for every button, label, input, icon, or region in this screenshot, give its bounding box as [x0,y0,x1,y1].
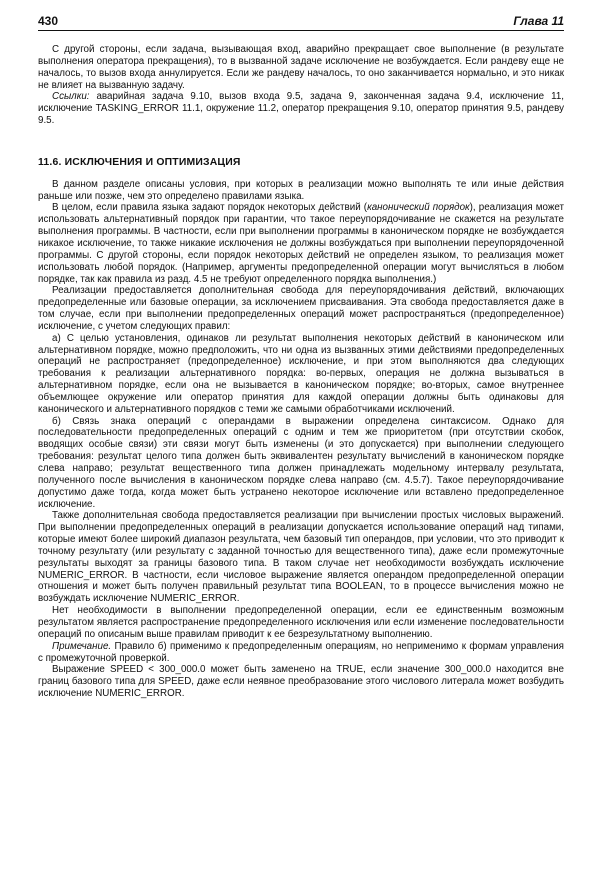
paragraph-section-intro: В данном разделе описаны условия, при которых в реализации можно выполнять те или иные действия раньше или позже, чем это определено правилами языка. [38,178,564,202]
paragraph-rule-a: а) С целью установления, одинаков ли результат выполнения некоторых действий в каноническом или альтернативном порядке, можно предположить, что ни одна из вызванных этими действиями предопределенных операций не распространяет (предопределенное) исключение, и при этом выполняются два следующих требования к реализации альтернативного порядка: во-первых, операция не должна вызываться в альтернативном порядке, если она не вызывается в каноническом порядке; во-вторых, самое внутреннее объемлющее окружение или оператор принятия для каждой операции должны быть одинаковы для канонического и альтернативного порядков с теми же самыми обработчиками исключений. [38,332,564,415]
paragraph-canonical-order [38,202,564,285]
canonical-order-term: канонический порядок [367,202,470,214]
paragraph-no-need: Нет необходимости в выполнении предопределенной операции, если ее единственным возможным результатом является распространение предопределенного исключения или если изменение последовательности операций по описаным выше правилам приводит к ее безрезультатному выполнению. [38,605,564,640]
page-header [38,14,564,31]
references-label: Ссылки: [52,91,90,103]
references-text: аварийная задача 9.10, вызов входа 9.5, задача 9, законченная задача 9.4, исключение 11, исключение TASKING_ERROR 11.1, окружение 11.2, оператор прекращения 9.10, оператор принятия 9.5, рандеву 9.5. [38,91,564,127]
paragraph-rule-b: б) Связь знака операций с операндами в выражении определена синтаксисом. Однако для последовательности предопределенных операций с одним и тем же приоритетом (при отсутствии скобок, вводящих особые связи) эти связи могут быть изменены (и это допускается) при выполнении следующего требования: результат целого типа должен быть эквивалентен результату вычислений в каноническом порядке слева направо; результат вещественного типа должен принадлежать модельному интервалу результата, полученного после вычисления в каноническом порядке слева направо (см. 4.5.7). Такое переупорядочивание допустимо даже тогда, когда может быть устранено некоторое исключение или вставлено предопределенное исключение. [38,415,564,510]
paragraph-numeric-expressions: Также дополнительная свобода предоставляется реализации при вычислении простых числовых выражений. При выполнении предопределенных операций в реализации допускается использование операций над типами, которые имеют более широкий диапазон результата, чем базовый тип операндов, при условии, что это приводит к точному результату (или результату с заданной точностью для вещественного типа), даже если промежуточные результаты выходят за границы базового типа. В таком случае нет необходимости возбуждать исключение NUMERIC_ERROR. В частности, если числовое выражение является операндом предопределенной операции отношения и может быть получен правильный результат типа BOOLEAN, то в процессе вычисления можно не возбуждать исключение NUMERIC_ERROR. [38,510,564,605]
page-body [38,44,564,700]
paragraph-abort-task: С другой стороны, если задача, вызывающая вход, аварийно прекращает свое выполнение (в результате выполнения оператора прекращения), то в вызванной задаче исключение не возбуждается. Если рандеву еще не началось, то вызов входа аннулируется. Если же рандеву началось, то оно заканчивается нормально, и это никак не влияет на вызванную задачу. [38,44,564,91]
section-heading: 11.6. ИСКЛЮЧЕНИЯ И ОПТИМИЗАЦИЯ [38,156,241,168]
note-label: Примечание. [52,640,112,652]
chapter-title: Глава 11 [513,14,564,28]
canonical-order-text-b: ), реализация может использовать альтернативный порядок при гарантии, что такое переупорядочивание не скажется на результате выполнения программы. В частности, если при выполнении программы в каноническом порядке не возбуждается никакое исключение, то также никакие исключения не должны возбуждаться при выполнении переупорядоченной программы. С другой стороны, если порядок некоторых действий не определен языком, то реализация может использовать любой порядок. (Например, аргументы предопределенной операции могут вычисляться в любом порядке, так как правила из разд. 4.5 не требуют определенного порядка выполнения.) [38,202,564,285]
page-number: 430 [38,14,59,28]
note-text: Правило б) применимо к предопределенным операциям, но неприменимо к формам управления с промежуточной проверкой. [38,640,564,664]
canonical-order-text-a: В целом, если правила языка задают порядок некоторых действий ( [52,202,368,214]
paragraph-speed-example: Выражение SPEED < 300_000.0 может быть заменено на TRUE, если значение 300_000.0 находится вне границ базового типа для SPEED, даже если неявное преобразование этого числового литерала может возбудить исключение NUMERIC_ERROR. [38,664,564,700]
note-paragraph [38,641,564,665]
paragraph-reordering-freedom: Реализации предоставляется дополнительная свобода для переупорядочивания действий, включающих предопределенные или базовые операции, за исключением присваивания. Эта свобода предоставляется даже в том случае, если при выполнении предопределенных операций может распространяться (предопределенное) исключение, с учетом следующих правил: [38,285,564,332]
references-paragraph [38,91,564,127]
